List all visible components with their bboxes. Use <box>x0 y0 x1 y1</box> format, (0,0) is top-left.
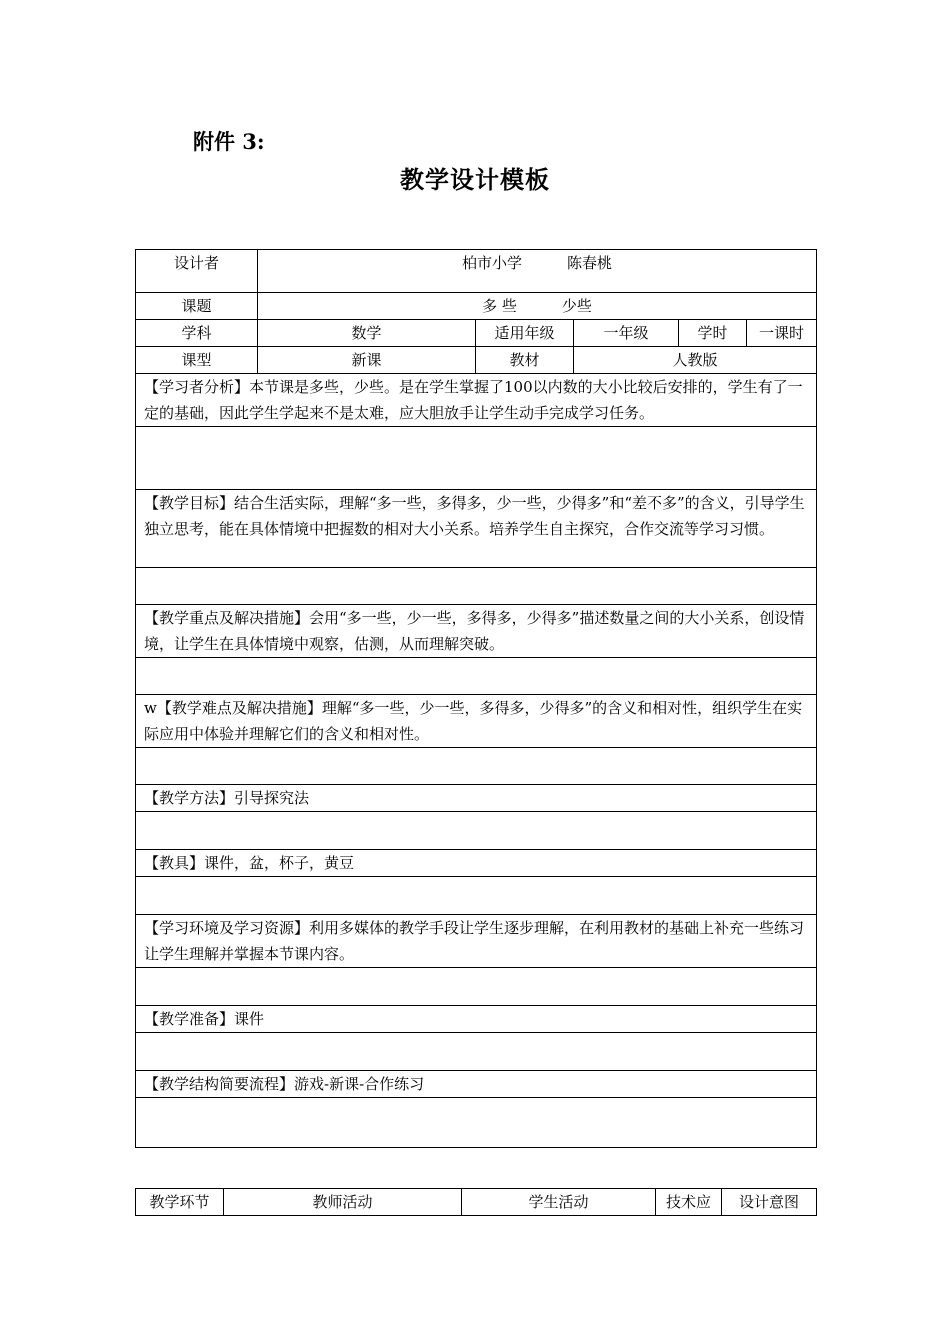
header-technology: 技术应 <box>656 1189 722 1216</box>
period-value: 一课时 <box>747 320 817 347</box>
process-table <box>135 1188 817 1216</box>
textbook-label: 教材 <box>476 347 574 374</box>
blank-row <box>136 1033 817 1071</box>
learning-environment: 【学习环境及学习资源】利用多媒体的教学手段让学生逐步理解，在利用教材的基础上补充一些练习让学生理解并掌握本节课内容。 <box>136 915 817 968</box>
teaching-structure: 【教学结构简要流程】游戏-新课-合作练习 <box>136 1071 817 1098</box>
subject-label: 学科 <box>136 320 258 347</box>
key-points: 【教学重点及解决措施】会用“多一些，少一些，多得多，少得多”描述数量之间的大小关系，创设情境，让学生在具体情境中观察，估测，从而理解突破。 <box>136 605 817 658</box>
header-design-intent: 设计意图 <box>722 1189 817 1216</box>
blank-row <box>136 427 817 490</box>
grade-label: 适用年级 <box>476 320 574 347</box>
designer-label: 设计者 <box>136 250 258 293</box>
subject-value: 数学 <box>258 320 476 347</box>
document-title: 教学设计模板 <box>400 165 550 194</box>
difficulties: w【教学难点及解决措施】理解“多一些，少一些，多得多，少得多”的含义和相对性，组织学生在实际应用中体验并理解它们的含义和相对性。 <box>136 695 817 748</box>
learner-analysis: 【学习者分析】本节课是多些，少些。是在学生掌握了100以内数的大小比较后安排的，学生有了一定的基础，因此学生学起来不是太难，应大胆放手让学生动手完成学习任务。 <box>136 374 817 427</box>
designer-value: 柏市小学 陈春桃 <box>258 250 817 293</box>
blank-row <box>136 968 817 1006</box>
period-label: 学时 <box>679 320 747 347</box>
teaching-preparation: 【教学准备】课件 <box>136 1006 817 1033</box>
attachment-label: 附件 3: <box>193 129 265 154</box>
header-student-activity: 学生活动 <box>462 1189 656 1216</box>
type-label: 课型 <box>136 347 258 374</box>
blank-row <box>136 812 817 850</box>
grade-value: 一年级 <box>574 320 679 347</box>
blank-row <box>136 877 817 915</box>
header-teaching-stage: 教学环节 <box>136 1189 224 1216</box>
header-teacher-activity: 教师活动 <box>224 1189 462 1216</box>
blank-row <box>136 658 817 695</box>
topic-label: 课题 <box>136 293 258 320</box>
teaching-tools: 【教具】课件，盆，杯子，黄豆 <box>136 850 817 877</box>
teaching-objectives: 【教学目标】结合生活实际，理解“多一些，多得多，少一些，少得多”和“差不多”的含义，引导学生独立思考，能在具体情境中把握数的相对大小关系。培养学生自主探究，合作交流等学习习惯。 <box>136 490 817 568</box>
blank-row <box>136 1098 817 1148</box>
lesson-design-table <box>135 249 817 1148</box>
blank-row <box>136 748 817 785</box>
blank-row <box>136 568 817 605</box>
teaching-method: 【教学方法】引导探究法 <box>136 785 817 812</box>
topic-value: 多 些 少些 <box>258 293 817 320</box>
textbook-value: 人教版 <box>574 347 817 374</box>
type-value: 新课 <box>258 347 476 374</box>
